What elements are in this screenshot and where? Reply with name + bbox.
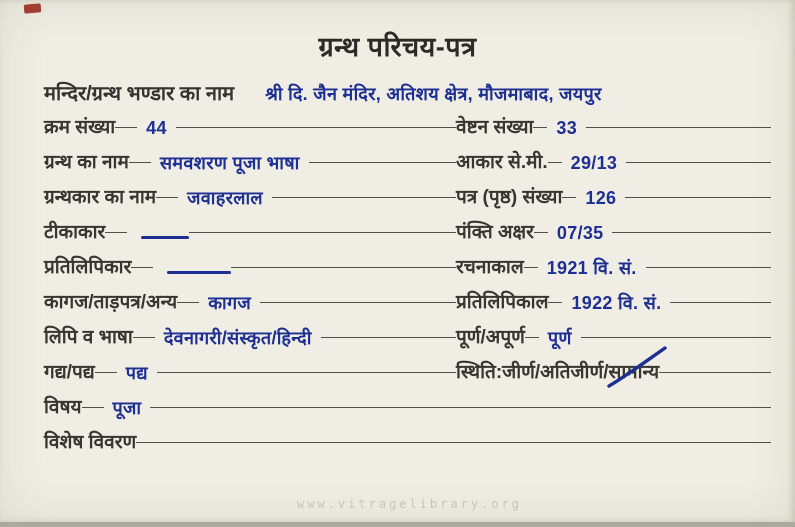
- ruled-line: [321, 337, 456, 338]
- author-label: ग्रन्थकार का नाम: [44, 187, 157, 208]
- condition-marked-option: [609, 360, 660, 386]
- ruled-line: [548, 302, 562, 303]
- ruled-line: [309, 162, 456, 163]
- condition-label: स्थिति:जीर्ण/अतिजीर्ण/: [456, 362, 609, 383]
- ruled-line: [581, 337, 771, 338]
- bundle-number-value: 33: [556, 118, 578, 138]
- lines-letters-label: पंक्ति अक्षर: [456, 222, 534, 243]
- ruled-line: [533, 127, 547, 128]
- ruled-line: [177, 302, 199, 303]
- ruled-line: [562, 197, 576, 198]
- copy-date-label: प्रतिलिपिकाल: [456, 292, 549, 313]
- ruled-line: [231, 267, 456, 268]
- page-count-label: पत्र (पृष्ठ) संख्या: [456, 187, 563, 208]
- ruled-line: [150, 407, 771, 408]
- material-value: कागज: [208, 293, 252, 313]
- subject-value: पूजा: [112, 398, 142, 418]
- ruled-line: [272, 197, 456, 198]
- prose-verse-label: गद्य/पद्य: [44, 362, 95, 383]
- ruled-line: [176, 127, 456, 128]
- ruled-line: [133, 337, 155, 338]
- ruled-line: [157, 372, 456, 373]
- row-script-language: [0, 325, 795, 360]
- lines-letters-value: 07/35: [556, 223, 604, 243]
- material-label: कागज/ताड़पत्र/अन्य: [44, 292, 178, 313]
- ruled-line: [586, 127, 771, 128]
- ruled-line: [646, 267, 771, 268]
- composition-date-value: 1921 वि. सं.: [546, 258, 637, 278]
- script-language-label: लिपि व भाषा: [44, 327, 133, 348]
- ruled-line: [625, 197, 771, 198]
- ruled-line: [626, 162, 771, 163]
- ruled-line: [156, 197, 178, 198]
- ruled-line: [82, 407, 104, 408]
- prose-verse-value: पद्य: [125, 363, 148, 383]
- scan-red-mark: [24, 3, 42, 13]
- row-copyist: [0, 255, 795, 290]
- script-language-value: देवनागरी/संस्कृत/हिन्दी: [163, 328, 312, 348]
- ruled-line: [115, 127, 137, 128]
- copyist-label: प्रतिलिपिकार: [44, 257, 132, 278]
- serial-number-label: क्रम संख्या: [44, 117, 116, 138]
- row-serial-number: [0, 115, 795, 150]
- serial-number-value: 44: [146, 118, 167, 138]
- ruled-line: [131, 267, 153, 268]
- row-prose-verse: [0, 360, 795, 395]
- scan-edge: [0, 522, 795, 527]
- ruled-line: [548, 162, 562, 163]
- size-cm-value: 29/13: [570, 153, 618, 173]
- ruled-line: [659, 372, 771, 373]
- ruled-line: [260, 302, 456, 303]
- temple-name-row: [44, 81, 771, 107]
- temple-name-label: मन्दिर/ग्रन्थ भण्डार का नाम: [44, 83, 235, 105]
- special-details-label: विशेष विवरण: [44, 432, 137, 453]
- ruled-line: [105, 232, 127, 233]
- ruled-line: [136, 442, 771, 443]
- row-special-details: [0, 430, 795, 465]
- complete-incomplete-label: पूर्ण/अपूर्ण: [456, 327, 525, 348]
- granth-name-label: ग्रन्थ का नाम: [44, 152, 129, 173]
- ruled-line: [95, 372, 117, 373]
- condition-option-samanya: सामान्य: [608, 362, 660, 383]
- composition-date-label: रचनाकाल: [456, 257, 524, 278]
- author-value: जवाहरलाल: [187, 188, 263, 208]
- row-author: [0, 185, 795, 220]
- temple-name-value: श्री दि. जैन मंदिर, अतिशय क्षेत्र, मौजमाबाद, जयपुर: [265, 84, 602, 104]
- ruled-line: [534, 232, 548, 233]
- bundle-number-label: वेष्टन संख्या: [456, 117, 534, 138]
- watermark-text: www.vitragelibrary.org: [297, 497, 522, 511]
- page-count-value: 126: [585, 188, 617, 208]
- ruled-line: [524, 267, 538, 268]
- ruled-line: [670, 302, 771, 303]
- card-title: ग्रन्थ परिचय-पत्र: [318, 32, 477, 62]
- size-cm-label: आकार से.मी.: [456, 152, 548, 173]
- ruled-line: [612, 232, 771, 233]
- pen-dash-mark: [141, 236, 189, 239]
- copy-date-value: 1922 वि. सं.: [571, 293, 662, 313]
- pen-dash-mark: [167, 271, 231, 274]
- ruled-line: [129, 162, 151, 163]
- subject-label: विषय: [44, 397, 82, 418]
- granth-name-value: समवशरण पूजा भाषा: [159, 153, 300, 173]
- ruled-line: [189, 232, 456, 233]
- row-material: [0, 290, 795, 325]
- commentator-label: टीकाकार: [44, 222, 106, 243]
- row-commentator: [0, 220, 795, 255]
- row-subject: [0, 395, 795, 430]
- row-granth-name: [0, 150, 795, 185]
- form-rows: [0, 115, 795, 465]
- ruled-line: [525, 337, 539, 338]
- complete-incomplete-value: पूर्ण: [547, 328, 572, 348]
